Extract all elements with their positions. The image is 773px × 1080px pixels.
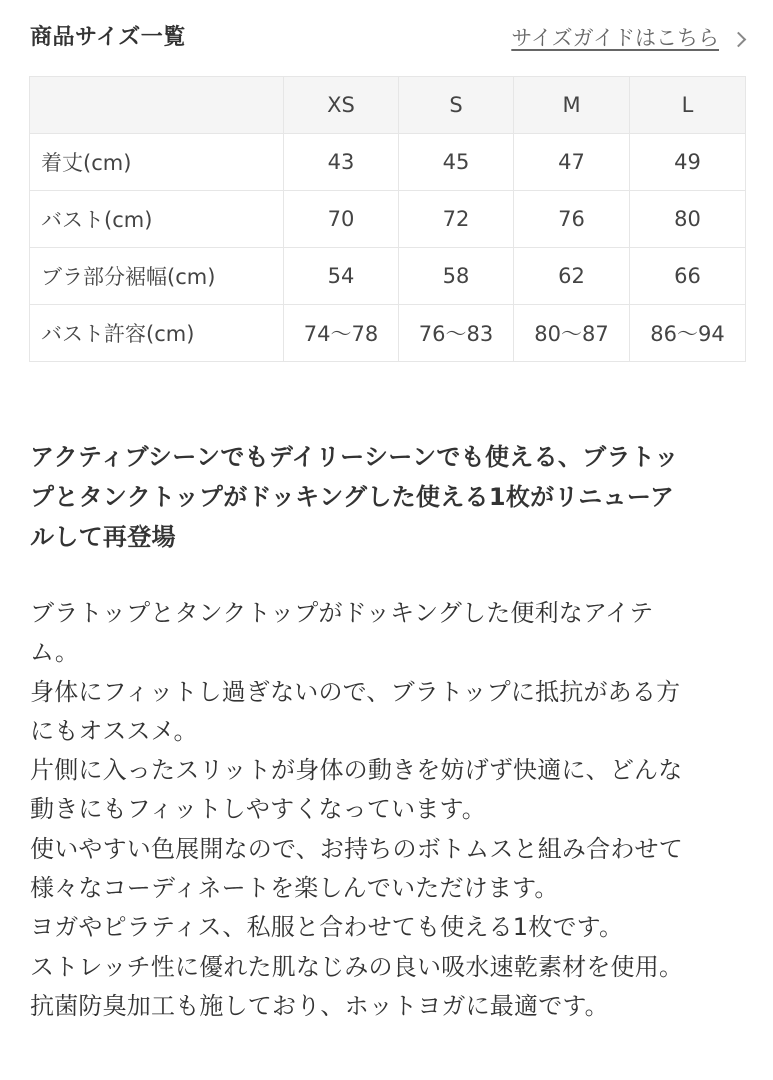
size-table-row	[30, 248, 746, 305]
description-line: ム。	[30, 638, 80, 667]
measurement-value: 45	[399, 134, 514, 191]
description-line: 様々なコーディネートを楽しんでいただけます。	[30, 874, 559, 903]
section-title: 商品サイズ一覧	[30, 25, 186, 50]
measurement-value: 66	[630, 248, 746, 305]
description-line: 動きにもフィットしやすくなっています。	[30, 795, 486, 824]
measurement-value: 72	[399, 191, 514, 248]
measurement-value: 58	[399, 248, 514, 305]
measurement-value: 70	[284, 191, 399, 248]
description-line: ヨガやピラティス、私服と合わせても使える1枚です。	[30, 913, 624, 942]
product-headline	[30, 437, 742, 557]
measurement-value: 62	[514, 248, 630, 305]
description-line: にもオススメ。	[30, 716, 198, 745]
measurement-value: 76〜83	[399, 305, 514, 362]
size-guide-link-label[interactable]: サイズガイドはこちら	[511, 26, 719, 50]
size-guide-link[interactable]	[511, 22, 750, 54]
headline-line: ルして再登場	[30, 523, 176, 551]
measurement-value: 47	[514, 134, 630, 191]
measurement-value: 86〜94	[630, 305, 746, 362]
measurement-value: 76	[514, 191, 630, 248]
size-column-header: S	[399, 77, 514, 134]
headline-line: プとタンクトップがドッキングした使える1枚がリニューア	[30, 483, 675, 511]
size-table-row	[30, 134, 746, 191]
size-column-header: XS	[284, 77, 399, 134]
measurement-value: 54	[284, 248, 399, 305]
size-table-row	[30, 305, 746, 362]
measurement-value: 43	[284, 134, 399, 191]
description-line: ストレッチ性に優れた肌なじみの良い吸水速乾素材を使用。	[30, 952, 684, 981]
measurement-value: 49	[630, 134, 746, 191]
measurement-value: 80	[630, 191, 746, 248]
description-line: 片側に入ったスリットが身体の動きを妨げず快適に、どんな	[30, 756, 683, 785]
size-table	[29, 76, 746, 362]
description-line: ブラトップとタンクトップがドッキングした便利なアイテ	[30, 599, 654, 627]
measurement-label: ブラ部分裾幅(cm)	[30, 248, 284, 305]
size-list-header	[30, 22, 750, 58]
measurement-label: バスト許容(cm)	[30, 305, 284, 362]
description-line: 身体にフィットし過ぎないので、ブラトップに抵抗がある方	[30, 677, 681, 706]
measurement-value: 74〜78	[284, 305, 399, 362]
size-column-header: M	[514, 77, 630, 134]
product-description	[30, 594, 742, 1026]
description-line: 使いやすい色展開なので、お持ちのボトムスと組み合わせて	[30, 834, 683, 863]
measurement-value: 80〜87	[514, 305, 630, 362]
headline-line: アクティブシーンでもデイリーシーンでも使える、ブラトッ	[30, 443, 679, 471]
size-table-header-row	[30, 77, 746, 134]
size-column-header: L	[630, 77, 746, 134]
size-table-row	[30, 191, 746, 248]
description-line: 抗菌防臭加工も施しており、ホットヨガに最適です。	[30, 991, 609, 1020]
size-table-corner-cell	[30, 77, 284, 134]
measurement-label: バスト(cm)	[30, 191, 284, 248]
measurement-label: 着丈(cm)	[30, 134, 284, 191]
chevron-right-icon[interactable]	[731, 31, 747, 47]
